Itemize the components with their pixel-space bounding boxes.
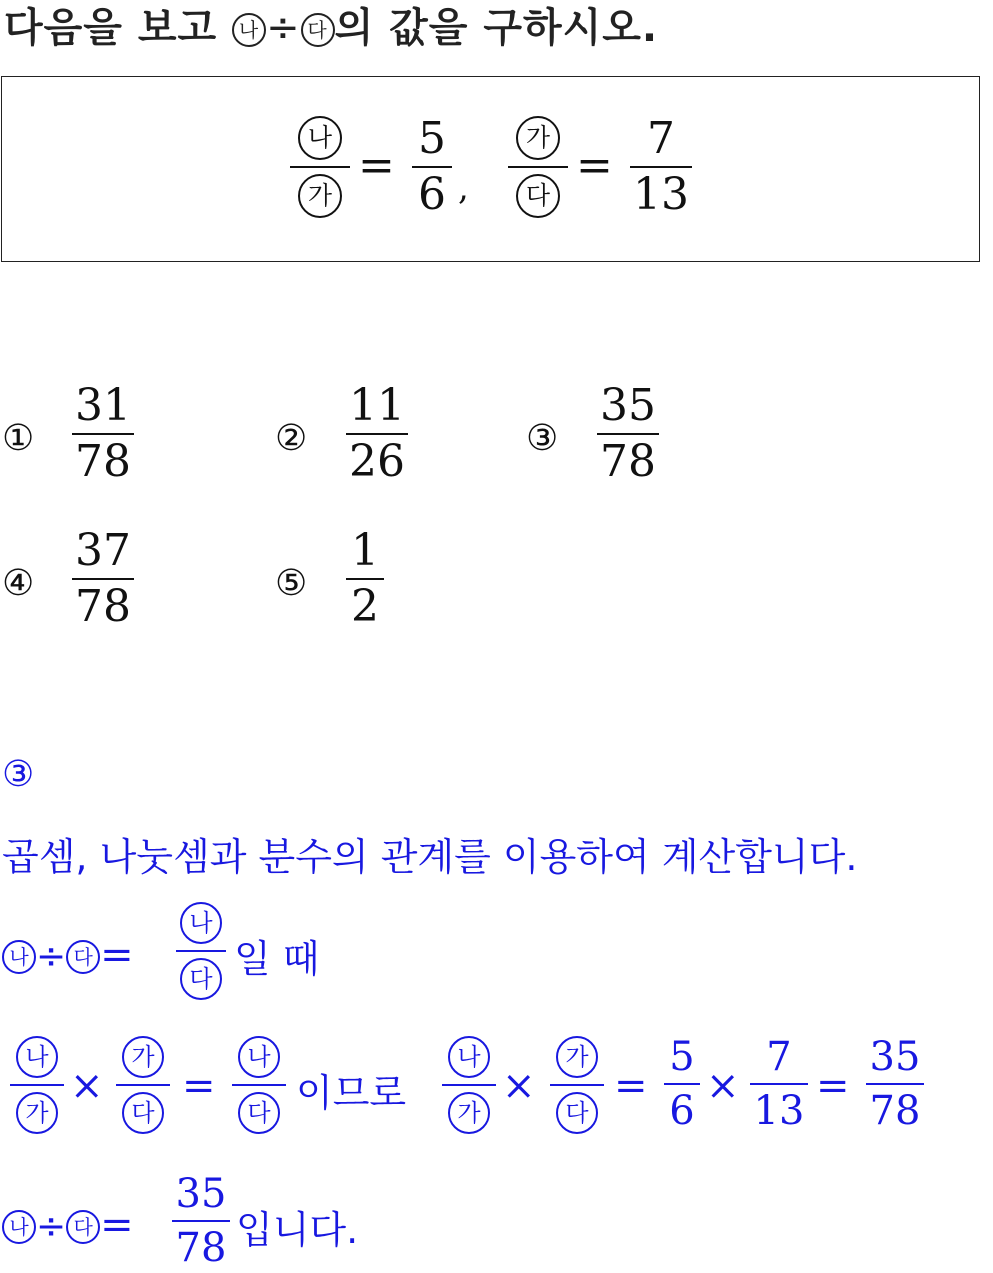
solution-fraction-ga-over-da [116,1036,170,1134]
solution-fraction-na-over-da [232,1036,286,1134]
fraction-denominator: 78 [869,1088,921,1134]
solution-answer: ③ [2,754,35,795]
circled-na-symbol: 나 [298,116,342,160]
times-operator: × [706,1063,740,1109]
circled-na-symbol: 나 [2,1210,36,1244]
fraction-numerator: 5 [669,1034,695,1080]
circled-na-symbol: 나 [448,1036,490,1078]
fraction-denominator: 78 [600,436,656,487]
divide-operator: ÷ [36,1206,67,1247]
given-conditions-box [1,76,980,262]
circled-ga-symbol: 가 [516,116,560,160]
choice-marker-3[interactable]: ③ [526,418,559,459]
comma-separator: , [458,168,469,208]
solution-fraction-na-over-ga [10,1036,64,1134]
circled-ga-symbol: 가 [448,1092,490,1134]
fraction-numerator: 35 [175,1171,227,1217]
circled-da-symbol: 다 [180,958,222,1000]
fraction-numerator: 1 [351,525,379,576]
choice-3-fraction[interactable] [597,380,659,487]
solution-explanation: 곱셈, 나눗셈과 분수의 관계를 이용하여 계산합니다. [2,835,858,879]
solution-line-1-lhs [2,932,134,978]
circled-da-symbol: 다 [66,940,100,974]
given-fraction-seven-thirteenths [630,113,692,220]
divide-operator: ÷ [36,936,67,977]
solution-fraction-five-sixths [664,1034,700,1134]
given-fraction-na-over-ga [290,116,350,218]
fraction-denominator: 13 [633,169,689,220]
circled-ga-symbol: 가 [298,174,342,218]
solution-fraction-ga-over-da [550,1036,604,1134]
fraction-numerator: 35 [869,1034,921,1080]
fraction-numerator: 7 [647,113,675,164]
fraction-numerator: 35 [600,380,656,431]
fraction-denominator: 78 [75,581,131,632]
circled-da-symbol: 다 [238,1092,280,1134]
solution-line-1-suffix: 일 때 [234,937,320,981]
times-operator: × [502,1063,536,1109]
solution-final-suffix: 입니다. [236,1208,359,1252]
solution-fraction-result [866,1034,924,1134]
fraction-denominator: 26 [349,436,405,487]
circled-da-symbol: 다 [301,13,335,47]
fraction-denominator: 2 [351,581,379,632]
solution-fraction-na-over-da [176,902,226,1000]
equals-sign: = [576,140,613,191]
circled-na-symbol: 나 [180,902,222,944]
fraction-numerator: 37 [75,525,131,576]
solution-final-lhs [2,1202,134,1248]
fraction-denominator: 78 [175,1225,227,1271]
equals-sign: = [100,1202,134,1248]
choice-marker-4[interactable]: ④ [2,563,35,604]
circled-ga-symbol: 가 [556,1036,598,1078]
question-text-after: 의 값을 구하시오. [334,5,659,51]
circled-ga-symbol: 가 [122,1036,164,1078]
fraction-denominator: 6 [418,169,446,220]
equals-sign: = [358,140,395,191]
fraction-numerator: 31 [75,380,131,431]
fraction-denominator: 13 [753,1088,805,1134]
circled-ga-symbol: 가 [16,1092,58,1134]
circled-da-symbol: 다 [122,1092,164,1134]
equals-sign: = [182,1063,216,1109]
choice-2-fraction[interactable] [346,380,408,487]
fraction-numerator: 5 [418,113,446,164]
equals-sign: = [614,1063,648,1109]
solution-line-2-mid: 이므로 [296,1071,407,1115]
choice-marker-5[interactable]: ⑤ [275,563,308,604]
equals-sign: = [816,1063,850,1109]
given-fraction-five-sixths [412,113,452,220]
circled-da-symbol: 다 [66,1210,100,1244]
circled-na-symbol: 나 [2,940,36,974]
choice-5-fraction[interactable] [346,525,384,632]
circled-na-symbol: 나 [238,1036,280,1078]
equals-sign: = [100,932,134,978]
circled-na-symbol: 나 [16,1036,58,1078]
fraction-denominator: 78 [75,436,131,487]
choice-4-fraction[interactable] [72,525,134,632]
choice-marker-2[interactable]: ② [275,418,308,459]
fraction-numerator: 7 [766,1034,792,1080]
choice-marker-1[interactable]: ① [2,418,35,459]
fraction-denominator: 6 [669,1088,695,1134]
circled-da-symbol: 다 [556,1092,598,1134]
question-text-before: 다음을 보고 [4,5,233,51]
times-operator: × [70,1063,104,1109]
choice-1-fraction[interactable] [72,380,134,487]
given-fraction-ga-over-da [508,116,568,218]
fraction-numerator: 11 [349,380,405,431]
question-title [4,4,658,52]
divide-operator: ÷ [266,5,301,51]
solution-final-fraction [172,1171,230,1271]
circled-da-symbol: 다 [516,174,560,218]
solution-fraction-na-over-ga [442,1036,496,1134]
circled-na-symbol: 나 [232,13,266,47]
solution-fraction-seven-thirteenths [750,1034,808,1134]
